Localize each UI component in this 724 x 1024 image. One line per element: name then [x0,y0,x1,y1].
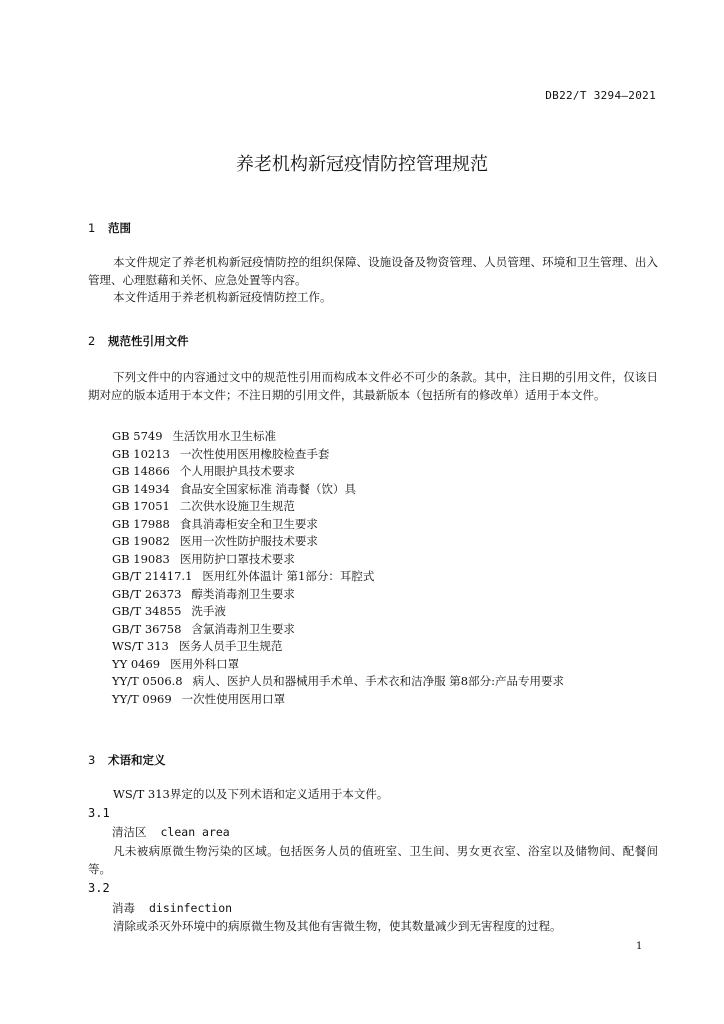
reference-code: GB/T 36758 [112,621,182,636]
section-title: 术语和定义 [108,753,166,767]
reference-item [112,551,564,569]
reference-code: GB/T 21417.1 [112,569,193,583]
reference-title: 醇类消毒剂卫生要求 [191,586,295,601]
reference-list [112,428,564,708]
reference-item [112,691,564,709]
section-number: 2 [88,334,96,348]
document-title: 养老机构新冠疫情防控管理规范 [236,154,488,175]
scope-paragraph-1: 本文件规定了养老机构新冠疫情防控的组织保障、设施设备及物资管理、人员管理、环境和卫生管理、出入管理、心理慰藉和关怀、应急处置等内容。 [88,255,658,287]
reference-title: 个人用眼护具技术要求 [179,464,295,478]
reference-title: 一次性使用医用口罩 [181,691,286,706]
terms-intro: WS/T 313界定的以及下列术语和定义适用于本文件。 [113,787,389,801]
reference-code: GB 17988 [112,516,170,531]
reference-code: YY/T 0969 [112,691,172,706]
term-english: disinfection [149,901,233,915]
reference-item [112,568,564,586]
reference-code: GB 19083 [112,551,170,566]
reference-code: GB/T 34855 [112,604,182,618]
section-title: 规范性引用文件 [108,334,189,348]
reference-title: 病人、医护人员和器械用手术单、手术衣和洁净服 第8部分:产品专用要求 [192,674,564,688]
reference-item [112,586,564,604]
reference-title: 医用一次性防护服技术要求 [179,534,318,548]
reference-item [112,498,564,516]
term-entry [112,824,230,840]
reference-item [112,463,564,481]
reference-item [112,656,564,674]
term-chinese: 消毒 [112,901,135,915]
reference-title: 医用外科口罩 [170,656,240,671]
term-chinese: 清洁区 [112,825,147,839]
section-title: 范围 [108,221,131,235]
reference-code: GB 17051 [112,499,170,513]
term-entry [112,900,232,916]
reference-code: GB 14866 [112,464,170,478]
reference-item [112,603,564,621]
reference-title: 二次供水设施卫生规范 [179,499,295,513]
reference-item [112,516,564,534]
section-number: 3 [88,753,96,767]
reference-item [112,533,564,551]
term-definition: 凡未被病原微生物污染的区域。包括医务人员的值班室、卫生间、男女更衣室、浴室以及储物间、配餐间等。 [88,844,658,876]
reference-code: GB 19082 [112,534,170,548]
term-definition: 清除或杀灭外环境中的病原微生物及其他有害微生物，使其数量减少到无害程度的过程。 [113,919,562,933]
reference-code: YY 0469 [112,656,161,671]
reference-item [112,481,564,499]
reference-code: YY/T 0506.8 [112,674,183,688]
scope-paragraph-2: 本文件适用于养老机构新冠疫情防控工作。 [113,290,332,304]
reference-title: 食具消毒柜安全和卫生要求 [179,516,318,531]
reference-title: 含氯消毒剂卫生要求 [191,621,295,636]
reference-title: 洗手液 [191,604,226,618]
references-intro: 下列文件中的内容通过文中的规范性引用而构成本文件必不可少的条款。其中，注日期的引用文件，仅该日期对应的版本适用于本文件；不注日期的引用文件，其最新版本（包括所有的修改单）适用于本文件。 [88,370,658,402]
reference-title: 医用红外体温计 第1部分：耳腔式 [202,569,375,583]
standard-code: DB22/T 3294—2021 [545,89,656,102]
reference-item [112,673,564,691]
reference-title: 医务人员手卫生规范 [178,639,283,653]
page-number: 1 [636,941,643,952]
clause-number: 3.2 [88,881,110,895]
term-english: clean area [160,825,230,839]
section-3-heading [88,752,166,768]
reference-title: 生活饮用水卫生标准 [172,429,277,443]
reference-code: GB 10213 [112,446,170,461]
reference-item [112,446,564,464]
reference-code: GB 5749 [112,429,163,443]
reference-code: WS/T 313 [112,639,169,653]
clause-number: 3.1 [88,806,110,820]
reference-item [112,428,564,446]
reference-code: GB 14934 [112,481,170,496]
reference-title: 一次性使用医用橡胶检查手套 [179,446,330,461]
reference-title: 食品安全国家标准 消毒餐（饮）具 [179,481,357,496]
reference-item [112,638,564,656]
section-2-heading [88,333,189,349]
reference-code: GB/T 26373 [112,586,182,601]
reference-item [112,621,564,639]
section-number: 1 [88,221,96,235]
reference-title: 医用防护口罩技术要求 [179,551,295,566]
section-1-heading [88,220,131,236]
